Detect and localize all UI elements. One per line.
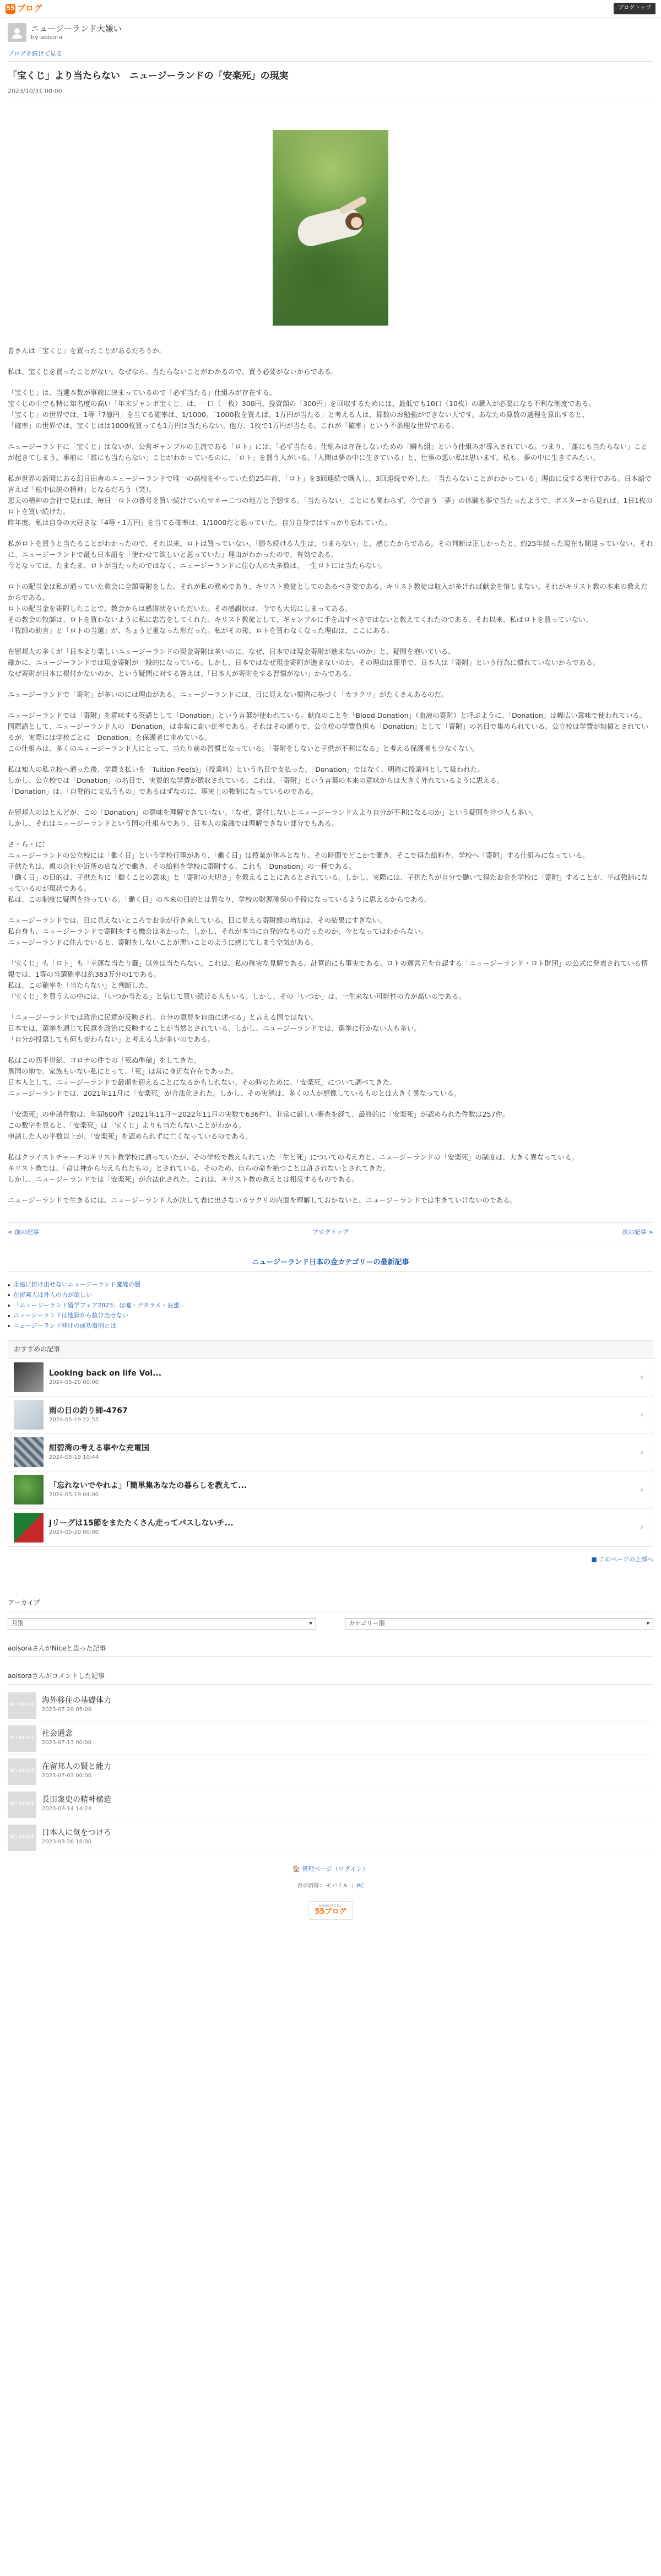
no-image-placeholder: NO IMAGE [8, 1792, 36, 1818]
commented-post-item[interactable] [8, 1689, 653, 1722]
article-title: 「宝くじ」より当たらない ニュージーランドの「安楽死」の現実 [8, 71, 289, 82]
bullet-icon [8, 1315, 10, 1317]
latest-post-link[interactable]: 在留邦人は外人の力が欲しい [13, 1291, 92, 1299]
recommended-title: 雨の日の釣り師-4767 [49, 1406, 128, 1415]
commented-post-item[interactable] [8, 1722, 653, 1755]
recommended-title: 「忘れないでやれよ」「簡単集あなたの暮らしを教えて... [49, 1481, 247, 1490]
chevron-down-icon: ▾ [309, 1620, 312, 1627]
no-image-placeholder: NO IMAGE [8, 1725, 36, 1752]
logo-mark: 55 [6, 4, 15, 14]
footer-logo [8, 1901, 653, 1920]
article-paragraph: 「ニュージーランドでは政治に民意が反映され、自分の意見を自由に述べる」と言える国ではない。 日本では、選挙を通じて民意を政治に反映することが当然とされている。しかし、ニュージーランドでは、選挙に行かない人も多い。 「自分が投票しても何も変わらない」と考える人が多いのである。 [8, 1013, 421, 1043]
hero-image-wrap [8, 130, 653, 326]
commented-post-date: 2023-07-13 00:00 [42, 1740, 92, 1746]
recommended-list [8, 1359, 653, 1546]
commented-post-date: 2023-07-03 00:00 [42, 1773, 92, 1779]
commented-post-title: 海外移住の基礎体力 [42, 1696, 111, 1706]
footer-admin [8, 1864, 653, 1874]
latest-posts-section [8, 1257, 653, 1332]
no-image-placeholder: NO IMAGE [8, 1825, 36, 1851]
nice-posts-block [8, 1641, 653, 1855]
footer-brand: 55ブログ [315, 1907, 346, 1916]
bullet-icon [8, 1294, 10, 1296]
prev-article-link[interactable]: < 前の記事 [8, 1228, 39, 1236]
page-top-row [8, 1547, 653, 1565]
chevron-right-icon: › [640, 1371, 644, 1382]
blog-avatar[interactable] [8, 23, 26, 42]
category-archive-select[interactable] [345, 1618, 653, 1630]
commented-post-date: 2023-03-14 14:24 [42, 1806, 92, 1812]
commented-post-title: 社会通念 [42, 1729, 73, 1739]
commented-post-title: 日本人に気をつけろ [42, 1828, 111, 1838]
article-paragraph: 「宝くじ」は、当選本数が事前に決まっているので「必ず当たる」仕組みが存在する。 宝くじの中でも特に知名度の高い「年末ジャンボ宝くじ」は、一口（一枚）300円、投資額の「300円」を回収するためには、最低でも10口（10枚）の購入が必要になる不利な制度である。 「宝くじ」の世界では、1等「7億円」を当てる確率は、1/1000。「1000枚を買えば、1万円が当たる」と考える人は、算数のお勉強ができない人です。あなたの算数の過程を算出すると、 「確率」の世界では、宝くじはは1000枚買っても1万円は当たらない。他方、1枚で1万円が当たる。これが「確率」という不条理な世界である。 [8, 388, 595, 430]
recommended-title: 紺碧湾の考える事やな充電国 [49, 1443, 149, 1453]
chevron-right-icon: › [640, 1484, 644, 1495]
mode-separator: | [351, 1883, 354, 1890]
article-paragraph: 私はこの四半世紀、コロナの件での「死ぬ準備」をしてきた。 異国の地で、家族もいない私にとって、「死」は常に身近な存在であった。 日本人として、ニュージーランドで最期を迎えることになるかもしれない。その時のために、「安楽死」について調べてきた。 ニュージーランドでは、2021年11月に「安楽死」が合法化された。しかし、その実態は、多くの人が想像しているものとは大きく異なっている。 [8, 1056, 461, 1097]
house-icon: 🏠 [292, 1865, 300, 1873]
article-paragraph: ロトの配当金は私が通っていた教会に全額寄附をした。それが私の務めであり、キリスト教徒としてのあるべき姿である。キリスト教徒は収入が多ければ献金を惜しまない。それがキリスト教の本来の教えだからである。 ロトの配当金を寄附したことで、教会からは感謝状をいただいた。その感謝状は、今でも大切にしまってある。 その教会の牧師は、ロトを買わないように私に忠告をしてくれた。キリスト教徒として、ギャンブルに手を出すべきではないと教えてくれたのである。それ以来、私はロトを買っていない。 「牧師の助言」と「ロトの当選」が、ちょうど重なった形だった。私がその後、ロトを買わなくなった理由は、ここにある。 [8, 582, 648, 635]
article-paragraph: ニュージーランドでは「寄附」を意味する英語として「Donation」という言葉が使われている。献血のことを「Blood Donation」（血液の寄附）と呼ぶように、「Donation」は幅広い意味で使われている。 国際語として、ニュージーランド人の「Donation」は非常に高い比率である。それはその通りで、公立校の学費負担も「Donation」として「寄附」の名目で集められている。公立校は学費が無償とされているが、実際には学校ごとに「Donation」を保護者に求めている。 この仕組みは、多くのニュージーランド人にとって、当たり前の習慣となっている。「寄附をしないと子供が不利になる」と考える保護者も少なくない。 [8, 711, 648, 753]
recommended-title: Looking back on life Vol... [49, 1368, 162, 1378]
recommended-heading: おすすめの記事 [8, 1341, 653, 1359]
blog-header [0, 18, 661, 62]
display-mode-label: 表示切替： [297, 1883, 325, 1890]
recommended-item[interactable] [8, 1471, 653, 1509]
chevron-down-icon: ▾ [646, 1620, 649, 1627]
archive-block [8, 1595, 653, 1638]
recommended-date: 2024-05-19 10:44 [49, 1454, 99, 1460]
page-top-link[interactable]: ■ このページの上部へ [591, 1555, 653, 1563]
hero-face-shape [351, 217, 362, 228]
recommended-date: 2024-05-20 00:00 [49, 1379, 99, 1386]
blog-top-link[interactable]: ブログトップ [312, 1228, 349, 1236]
latest-post-link[interactable]: ニュージーランド移住の成功事例とは [13, 1322, 116, 1330]
latest-post-link[interactable]: ニュージーランドは地獄から抜け出せない [13, 1312, 128, 1319]
no-image-placeholder: NO IMAGE [8, 1692, 36, 1719]
article-paragraph: 在留邦人のほとんどが、この「Donation」の意味を理解できていない。「なぜ、寄付しないとニュージーランド人より自分が不利になるのか」という疑問を持つ人も多い。 しかし、それはニュージーランドという国の仕組みであり、日本人の常識では理解できない部分でもある。 [8, 808, 538, 827]
commented-posts-list [8, 1685, 653, 1854]
recommended-item[interactable] [8, 1359, 653, 1397]
commented-post-title: 在留邦人の賢と能力 [42, 1762, 111, 1772]
commented-post-title: 長田衆史の精神構造 [42, 1795, 111, 1805]
article-paragraph: 在留邦人の多くが「日本より楽しいニュージーランドの現金寄附は多いのに、なぜ、日本では現金寄附が進まないのか」と、疑問を抱いている。 確かに、ニュージーランドでは現金寄附が一般的になっている。しかし、日本ではなぜ現金寄附が進まないのか。その理由は簡単で、日本人は「寄附」という行為に慣れていないからである。 なぜ寄附が日本に根付かないのか、という疑問に対する答えは、「日本人が寄附をする習慣がない」からである。 [8, 647, 600, 678]
logo-text: ブログ [17, 3, 42, 14]
article-paragraph: 「安楽死」の申請件数は、年間600件（2021年11月〜2022年11月の実数で636件）。非常に厳しい審査を経て、最終的に「安楽死」が認められた件数は257件。 この数字を見ると、「安楽死」は「宝くじ」よりも当たらないことがわかる。 申請した人の半数以上が、「安楽死」を認められずに亡くなっているのである。 [8, 1110, 510, 1140]
recommended-item[interactable] [8, 1434, 653, 1471]
article [0, 62, 661, 1920]
commented-post-item[interactable] [8, 1821, 653, 1854]
blog-title[interactable]: ニュージーランド大嫌い [31, 23, 122, 34]
site-logo[interactable] [6, 2, 42, 15]
bullet-icon [8, 1305, 10, 1307]
nice-posts-heading: aoisoraさんがNiceと思った記事 [8, 1641, 653, 1657]
article-paragraph: 私は、宝くじを買ったことがない。なぜなら、当たらないことがわかるので、買う必要がないからである。 [8, 367, 338, 376]
site-topbar [0, 0, 661, 18]
archive-selects [8, 1611, 653, 1638]
commented-post-date: 2023-03-26 16:00 [42, 1839, 92, 1846]
recommended-item[interactable] [8, 1397, 653, 1434]
article-paragraph: 私が世界の新聞にある幻日田舎のニュージーランドで唯一の高校をやっていた約25年前、「ロト」を3回連続で購入し、3回連続で外した。「当たらないことがわかっている」理由に反する実行である。日本語で言えば「松中伝説の精神」となるだろう（笑）。 悪天の精神の会社で見れば、毎日一ロトの番号を買い続けていたマネー二つの地方と予想する。「当たらない」ことにも関わらず、今で言う「夢」の体験も夢で当たったようで、ポスターから見れば、1日1枚のロトを買い続けた。 昨年度、私は自身の大好きな「4等・1万円」を当てる確率は、1/1000だと思っていた。自分自身ではすっかり忘れていた。 [8, 474, 653, 527]
recommended-posts [8, 1340, 653, 1547]
recommended-title: Jリーグは15節をまたたくさん走ってパスしないチ... [49, 1519, 234, 1528]
commented-post-item[interactable] [8, 1755, 653, 1788]
article-paragraph: 私は知人の私立校へ通った後、学費支払いを「Tuition Fee(s)」（授業料）という名目で支払った。「Donation」ではなく、明確に授業料として扱われた。 しかし、公立校では「Donation」の名目で、実質的な学費が徴収されている。これは、「寄附」という言葉の本来の意味からは大きく外れているように思える。 「Donation」は、「自発的に支払うもの」であるはずなのに、事実上の強制になっているのである。 [8, 765, 504, 795]
blog-author: by aoisora [31, 33, 63, 41]
article-paragraph: さ・ら・に！ ニュージーランドの公立校には「働く日」という学校行事があり、「働く日」は授業が休みとなり、その時間でどこかで働き、そこで得た給料を、学校へ「寄附」する仕組みになっている。 子供たちは、親の会社や近所の店などで働き、その給料を学校に寄附する。これも「Donation」の一種である。 「働く日」の目的は、子供たちに「働くことの意味」と「寄附の大切さ」を教えることにあるとされている。しかし、実際には、子供たちが自分で働いて得たお金を学校に「寄附」することが、半ば強制になっているのが現状である。 私は、この制度に疑問を持っている。「働く日」の本来の目的とは異なり、学校の財源確保の手段になっているように思えるからである。 [8, 840, 648, 903]
display-mode-row [8, 1882, 653, 1891]
chevron-right-icon: › [640, 1409, 644, 1420]
pc-mode-link[interactable]: PC [356, 1883, 364, 1890]
month-archive-select[interactable] [8, 1618, 316, 1630]
chevron-right-icon: › [640, 1522, 644, 1533]
footer-logo-box[interactable] [308, 1901, 352, 1920]
latest-post-item [8, 1301, 653, 1311]
chevron-right-icon: › [640, 1446, 644, 1457]
recommended-thumbnail [14, 1475, 44, 1505]
next-article-link[interactable]: 次の記事 > [622, 1228, 653, 1236]
article-body [8, 345, 653, 1206]
latest-posts-list [8, 1272, 653, 1331]
commented-posts-heading: aoisoraさんがコメントした記事 [8, 1669, 653, 1685]
recommended-date: 2024-05-19 04:00 [49, 1491, 99, 1498]
category-select-value: カテゴリー別 [349, 1620, 385, 1627]
blog-identity [8, 23, 653, 42]
blog-top-button[interactable]: ブログトップ [614, 3, 655, 14]
latest-post-item [8, 1321, 653, 1332]
admin-login-link[interactable]: 管理ページ（ログイン） [302, 1865, 369, 1873]
person-icon [10, 26, 24, 39]
latest-posts-title: ニュージーランド日本の金カテゴリーの最新記事 [8, 1257, 653, 1272]
bullet-icon [8, 1284, 10, 1286]
footer-powered-by: powered by [319, 1903, 342, 1908]
article-paragraph: 「宝くじ」も「ロト」も「幸運な当たり籤」以外は当たらない。これは、私の確実な見解である。計算的にも事実である。ロトの運営元を自認する「ニュージーランド・ロト財団」の公式に発表されている情報では、1等の当選確率は約383万分の1である。 私は、この確率を「当たらない」と判断した。 「宝くじ」を買う人の中には、「いつか当たる」と信じて買い続ける人もいる。しかし、その「いつか」は、一生来ない可能性の方が高いのである。 [8, 959, 648, 1000]
commented-post-item[interactable] [8, 1788, 653, 1821]
recommended-thumbnail [14, 1400, 44, 1430]
article-paragraph: ニュージーランドで生きるには、ニュージーランド人が決して表に出さないカラクリの内面を理解しておかないと、ニュージーランドでは生きていけないのである。 [8, 1195, 517, 1204]
follow-row [8, 47, 653, 62]
follow-blog-link[interactable]: ブログを続けて見る [8, 50, 62, 58]
article-paragraph: 私はクライストチャーチのキリスト教学校に通っていたが、その学校で教えられていた「生と死」についての考え方と、ニュージーランドの「安楽死」の制度は、大きく異なっている。 キリスト教では、「命は神から与えられたもの」とされている。そのため、自らの命を絶つことは許されないとされてきた。 しかし、ニュージーランドでは「安楽死」が合法化された。これは、キリスト教の教えとは相反するものである。 [8, 1152, 578, 1183]
latest-post-link[interactable]: 「ニュージーランド留学フェア2023」は嘘・デタラメ・妄想... [13, 1301, 185, 1309]
latest-post-item [8, 1311, 653, 1321]
latest-post-item [8, 1290, 653, 1301]
no-image-placeholder: NO IMAGE [8, 1758, 36, 1785]
article-paragraph: ニュージーランドで「寄附」が多いのには理由がある。ニュージーランドには、目に見えない慣例に基づく「カラクリ」がたくさんあるのだ。 [8, 690, 448, 699]
recommended-thumbnail [14, 1362, 44, 1392]
recommended-date: 2024-05-20 00:00 [49, 1529, 99, 1536]
recommended-thumbnail [14, 1437, 44, 1467]
archive-heading: アーカイブ [8, 1595, 653, 1611]
bullet-icon [8, 1325, 10, 1327]
latest-post-link[interactable]: 永遠に拒け出せないニュージーランド魔境の闇 [13, 1281, 140, 1289]
commented-post-date: 2023-07-20 05:00 [42, 1707, 92, 1713]
recommended-thumbnail [14, 1513, 44, 1543]
article-paragraph: ニュージーランドでは、目に見えないところでお金が行き来している。目に見える寄附額の増加は、その結果にすぎない。 私自身も、ニュージーランドで寄附をする機会は多かった。しかし、それが本当に自発的なものだったのか、今となってはわからない。 ニュージーランドに住んでいると、寄附をしないことが悪いことのように感じてしまう空気がある。 [8, 916, 428, 946]
article-pager [8, 1222, 653, 1242]
month-select-value: 月別 [12, 1620, 24, 1627]
mobile-mode-text: モバイル [326, 1883, 349, 1890]
latest-post-item [8, 1280, 653, 1290]
recommended-date: 2024-05-19 22:55 [49, 1416, 99, 1423]
article-date: 2023/10/31 00:00 [8, 86, 653, 100]
recommended-item[interactable] [8, 1509, 653, 1546]
article-paragraph: ニュージーランドに「宝くじ」はないが、公営ギャンブルの主流である「ロト」には、「必ず当たる」仕組みは存在しないための「瞬ち組」という仕組みが導入されている。つまり、「誰にも当たらない」ことが起きてしまう。事前に「誰にも当たらない」ことがわかっているのに、「ロト」を買う人がいる。「人間は夢の中に生きている」と、仕事の悪い私は思います。私も、夢の中に生きてみたい。 [8, 442, 648, 462]
article-paragraph: 私がロトを買うと当たることがわかったので、それ以来、ロトは買っていない。「勝ち続ける人生は、つまらない」と、感じたからである。その判断は正しかったと、約25年経った現在も間違っていない。それに、ニュージーランドで最も日本語を「使わせて欲しいと思っていた」理由がわかったので、有効である。 今となっては、たまたま、ロトが当たったのではなく、ニュージーランドに住む人の大多数は、一生ロトには当たらない。 [8, 539, 653, 570]
hero-image[interactable] [273, 130, 388, 326]
article-paragraph: 皆さんは「宝くじ」を買ったことがあるだろうか。 [8, 346, 166, 355]
